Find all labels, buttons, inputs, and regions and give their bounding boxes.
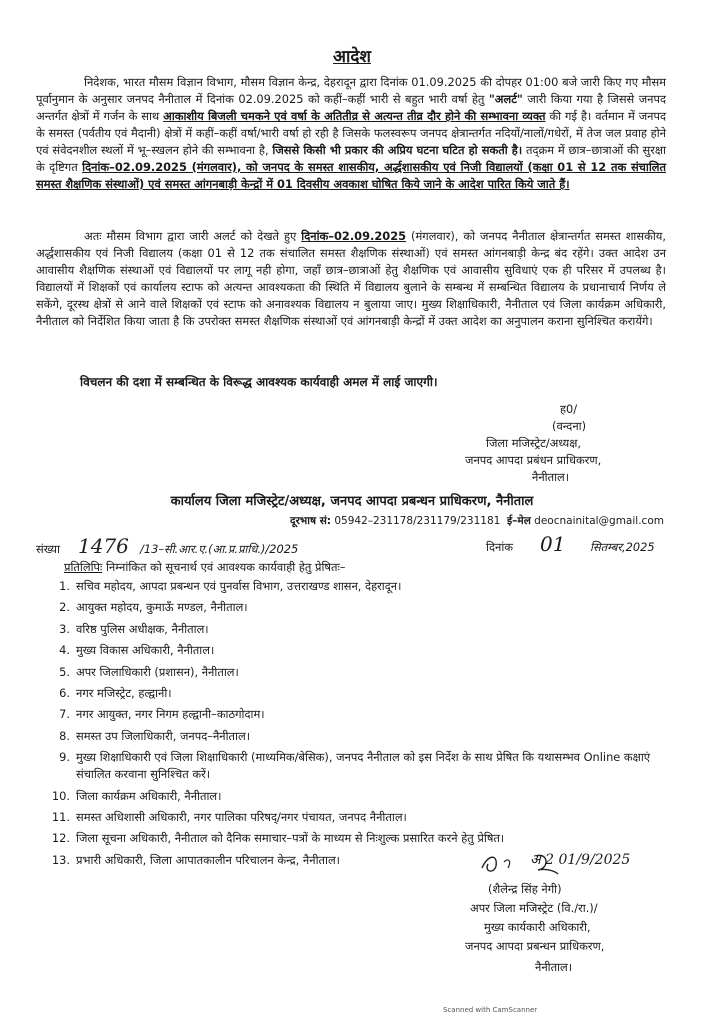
untoward-incident-note: जिससे किसी भी प्रकार की अप्रिय घटना घटित हो सकती है। bbox=[272, 143, 523, 157]
recipient-text: समस्त उप जिलाधिकारी, जनपद–नैनीताल। bbox=[76, 728, 251, 743]
recipient-number: 9. bbox=[59, 750, 70, 765]
recipient-item bbox=[44, 749, 664, 783]
dm-place: नैनीताल। bbox=[532, 470, 570, 484]
recipient-text: नगर मजिस्ट्रेट, हल्द्वानी। bbox=[76, 685, 172, 700]
recipient-item bbox=[44, 706, 664, 723]
reference-number: 1476 bbox=[78, 534, 129, 558]
recipient-text: समस्त अधिशासी अधिकारी, नगर पालिका परिषद्/नगर पंचायत, जनपद नैनीताल। bbox=[76, 809, 407, 824]
recipient-number: 6. bbox=[59, 685, 70, 700]
adm-name: (शैलेन्द्र सिंह नेगी) bbox=[488, 882, 562, 896]
recipient-text: आयुक्त महोदय, कुमाऊँ मण्डल, नैनीताल। bbox=[76, 600, 248, 615]
adm-role: मुख्य कार्यकारी अधिकारी, bbox=[484, 920, 591, 934]
recipient-number: 2. bbox=[59, 600, 70, 615]
recipient-number: 3. bbox=[59, 621, 70, 636]
recipient-text: जिला सूचना अधिकारी, नैनीताल को दैनिक समाचार–पत्रों के माध्यम से निःशुल्क प्रसारित करने हेतु प्रेषित। bbox=[76, 831, 505, 846]
recipient-number: 11. bbox=[51, 809, 70, 824]
recipient-text: नगर आयुक्त, नगर निगम हल्द्वानी–काठगोदाम। bbox=[76, 707, 265, 722]
copy-to-text: निम्नांकित को सूचनार्थ एवं आवश्यक कार्यवाही हेतु प्रेषितः– bbox=[102, 560, 346, 574]
dm-designation: जिला मजिस्ट्रेट/अध्यक्ष, bbox=[486, 436, 582, 450]
recipient-text: सचिव महोदय, आपदा प्रबन्धन एवं पुनर्वास विभाग, उत्तराखण्ड शासन, देहरादून। bbox=[76, 579, 402, 593]
para1-text-7: तद्क्रम में छात्र–छात्राओं की सुरक्षा के दृष्टिगत bbox=[36, 143, 666, 174]
para1-text-3: जारी किया गया है जिससे जनपद अन्तर्गत क्षेत्रों में गर्जन के साथ bbox=[36, 92, 666, 123]
para1-text-5: की गई है। वर्तमान में जनपद के समस्त (पर्वतीय एवं मैदानी) क्षेत्रों में कहीं–कहीं वर्षा/भारी वर्षा हो रही है जिसके फलस्वरूप जनपद क्षेत्रान्तर्गत नदियों/नालों/गधेरों, में तेज जल प्रवाह होने एवं संवेदनशील स्थलों में भू–स्खलन होने की सम्भावना है, bbox=[36, 109, 666, 157]
phone-numbers: 05942–231178/231179/231181 bbox=[334, 515, 501, 527]
office-contact bbox=[290, 514, 664, 528]
dm-authority: जनपद आपदा प्रबंधन प्राधिकरण, bbox=[465, 453, 602, 467]
holiday-declaration: , को जनपद के समस्त शासकीय, अर्द्धशासकीय एवं निजी विद्यालयों (कक्षा 01 से 12 तक संचालित समस्त शैक्षणिक संस्थाओं) एवं समस्त आंगनबाड़ी केन्द्रों में 01 दिवसीय अवकाश घोषित किये जाने के आदेश पारित किये जाते हैं। bbox=[36, 160, 667, 191]
copy-to-line bbox=[64, 560, 346, 575]
deviation-warning: विचलन की दशा में सम्बन्धित के विरूद्ध आवश्यक कार्यवाही अमल में लाई जाएगी। bbox=[80, 375, 438, 389]
recipient-number: 13. bbox=[51, 852, 70, 867]
recipient-number: 10. bbox=[51, 788, 70, 803]
phone-label: दूरभाष सं: bbox=[290, 515, 331, 527]
order-title: आदेश bbox=[333, 47, 371, 67]
signature-date: अ 2 01/9/2025 bbox=[530, 852, 631, 868]
recipient-item bbox=[44, 599, 664, 616]
copy-to-label: प्रतिलिपिः bbox=[64, 560, 103, 574]
recipient-item bbox=[44, 642, 664, 659]
para1-text-1: निदेशक, भारत मौसम विज्ञान विभाग, मौसम विज्ञान केन्द्र, देहरादून द्वारा दिनांक 01.09.2025 की दोपहर 01:00 बजे जारी किए गए मौसम पूर्वानुमान के अनुसार जनपद नैनीताल में दिनांक 02.09.2025 को कहीं–कहीं भारी से बहुत भारी वर्षा हेतु bbox=[36, 75, 666, 106]
date-month-year: सितम्बर,2025 bbox=[590, 540, 655, 554]
closure-date: दिनांक–02.09.2025 bbox=[301, 229, 407, 243]
recipient-item bbox=[44, 621, 664, 638]
dm-signed-mark: ह0/ bbox=[560, 402, 578, 416]
recipient-item bbox=[44, 788, 664, 805]
recipient-text: अपर जिलाधिकारी (प्रशासन), नैनीताल। bbox=[76, 664, 239, 679]
recipient-item bbox=[44, 685, 664, 702]
order-paragraph-1 bbox=[36, 74, 666, 193]
recipient-item bbox=[44, 809, 664, 826]
adm-designation: अपर जिला मजिस्ट्रेट (वि./रा.)/ bbox=[470, 901, 598, 915]
email-address: deocnainital@gmail.com bbox=[534, 515, 664, 527]
recipient-text: मुख्य शिक्षाधिकारी एवं जिला शिक्षाधिकारी (माध्यमिक/बेसिक), जनपद नैनीताल को इस निर्देश के साथ प्रेषित कि यथासम्भव Online कक्षाएं संचालित करवाना सुनिश्चित करें। bbox=[76, 750, 651, 782]
recipient-item bbox=[44, 578, 664, 595]
recipient-number: 5. bbox=[59, 664, 70, 679]
recipient-text: मुख्य विकास अधिकारी, नैनीताल। bbox=[76, 643, 215, 658]
recipient-number: 12. bbox=[51, 831, 70, 846]
lightning-forecast: आकाशीय बिजली चमकने एवं वर्षा के अतितीव्र से अत्यन्त तीव्र दौर होने की सम्भावना व्यक्त bbox=[163, 109, 546, 123]
adm-authority: जनपद आपदा प्रबन्धन प्राधिकरण, bbox=[465, 939, 605, 953]
alert-word: "अलर्ट" bbox=[488, 92, 523, 106]
recipient-list bbox=[44, 578, 664, 873]
recipient-number: 4. bbox=[59, 643, 70, 658]
recipient-text: जिला कार्यक्रम अधिकारी, नैनीताल। bbox=[76, 788, 222, 803]
recipient-number: 8. bbox=[59, 728, 70, 743]
date-label: दिनांक bbox=[486, 540, 514, 554]
adm-place: नैनीताल। bbox=[535, 960, 573, 974]
recipient-item bbox=[44, 830, 664, 847]
recipient-item bbox=[44, 664, 664, 681]
date-day: 01 bbox=[540, 532, 566, 556]
para2-text-1: अतः मौसम विभाग द्वारा जारी अलर्ट को देखते हुए bbox=[84, 229, 302, 243]
scanner-watermark: Scanned with CamScanner bbox=[443, 1006, 538, 1014]
dm-name: (वन्दना) bbox=[552, 419, 587, 433]
email-label: ई–मेल bbox=[507, 515, 531, 527]
office-heading: कार्यालय जिला मजिस्ट्रेट/अध्यक्ष, जनपद आपदा प्रबन्धन प्राधिकरण, नैनीताल bbox=[170, 494, 534, 509]
recipient-number: 1. bbox=[59, 579, 70, 593]
reference-suffix: /13–सी.आर.ए.(आ.प्र.प्राधि.)/2025 bbox=[140, 542, 299, 556]
recipient-text: प्रभारी अधिकारी, जिला आपातकालीन परिचालन केन्द्र, नैनीताल। bbox=[76, 852, 341, 867]
recipient-item bbox=[44, 728, 664, 745]
para2-text-3: (मंगलवार), को जनपद नैनीताल क्षेत्रान्तर्गत समस्त शासकीय, अर्द्धशासकीय एवं निजी विद्यालय (कक्षा 01 से 12 तक संचालित समस्त शैक्षणिक संस्थाओं) एवं समस्त आंगनबाड़ी केन्द्र बंद रहेंगे। उक्त आदेश उन आवासीय शैक्षणिक संस्थाओं एवं विद्यालयों पर लागू नही होगा, जहाँ छात्र–छात्राओं हेतु शैक्षणिक एवं आवासीय सुविधाएं एक ही परिसर में उपलब्ध है। विद्यालयों में शिक्षकों एवं कार्यालय स्टाफ को अत्यन्त आवश्यकता की स्थिति में विद्यालय बुलाने के सम्बन्ध में सम्बन्धित विद्यालय के प्रधानाचार्य निर्णय ले सकेंगे, दूरस्थ क्षेत्रों से आने वाले शिक्षकों एवं स्टाफ को अनावश्यक विद्यालय न बुलाया जाए। मुख्य शिक्षाधिकारी, नैनीताल एवं जिला कार्यक्रम अधिकारी, नैनीताल को निर्देशित किया जाता है कि उपरोक्त समस्त शैक्षणिक संस्थाओं एवं आंगनबाड़ी केन्द्रों में उक्त आदेश का अनुपालन कराना सुनिश्चित करायेंगे। bbox=[36, 229, 667, 328]
recipient-text: वरिष्ठ पुलिस अधीक्षक, नैनीताल। bbox=[76, 621, 209, 636]
recipient-number: 7. bbox=[59, 707, 70, 722]
order-paragraph-2 bbox=[36, 228, 666, 330]
reference-label: संख्या bbox=[36, 542, 60, 556]
holiday-date: दिनांक–02.09.2025 (मंगलवार) bbox=[82, 160, 237, 174]
